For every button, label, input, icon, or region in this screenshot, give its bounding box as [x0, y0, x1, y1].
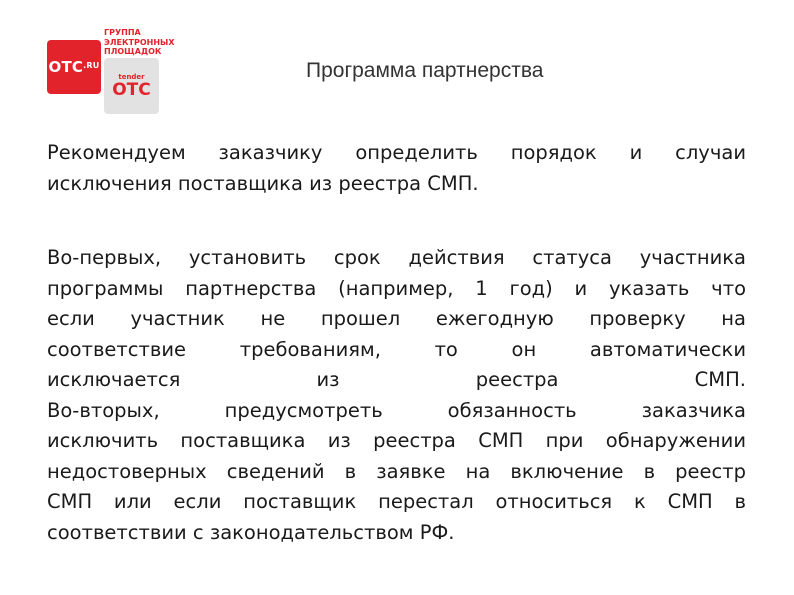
paragraph-2-line: соответствие требованиям, то он автоматически — [47, 337, 746, 361]
paragraph-2-line: исключается из реестра СМП. — [47, 368, 746, 391]
paragraph-2-line: если участник не прошел ежегодную проверку на — [47, 307, 746, 330]
paragraph-2-line: соответствии с законодательством РФ. — [47, 520, 455, 544]
group-line-3: ПЛОЩАДОК — [104, 47, 162, 56]
paragraph-2-line: СМП или если поставщик перестал относиться к СМП в — [47, 490, 746, 513]
body-text — [47, 138, 746, 548]
paragraph-1 — [47, 138, 746, 199]
ots-ru-logo — [47, 40, 101, 94]
tender-logo-main: ОТС — [112, 79, 151, 100]
group-logo-text — [104, 28, 184, 57]
paragraph-2-line: исключить поставщика из реестра СМП при обнаружении — [47, 429, 746, 452]
paragraph-1-line: Рекомендуем заказчику определить порядок и случаи — [47, 141, 746, 164]
tender-logo-small: tender — [118, 72, 145, 81]
group-line-2: ЭЛЕКТРОННЫХ — [104, 37, 175, 47]
paragraph-2-line: Во-вторых, предусмотреть обязанность заказчика — [47, 398, 746, 422]
paragraph-2 — [47, 243, 746, 548]
logo-red-suffix: .RU — [83, 61, 100, 70]
slide-title: Программа партнерства — [306, 59, 544, 82]
group-line-1: ГРУППА — [104, 28, 141, 37]
paragraph-2-line: недостоверных сведений в заявке на включение в реестр — [47, 459, 746, 483]
paragraph-2-line: программы партнерства (например, 1 год) и указать что — [47, 276, 746, 300]
logo-red-main: ОТС — [48, 58, 84, 76]
paragraph-1-line: исключения поставщика из реестра СМП. — [47, 171, 479, 195]
tender-ots-logo — [104, 58, 159, 114]
paragraph-2-line: Во-первых, установить срок действия статуса участника — [47, 246, 746, 269]
